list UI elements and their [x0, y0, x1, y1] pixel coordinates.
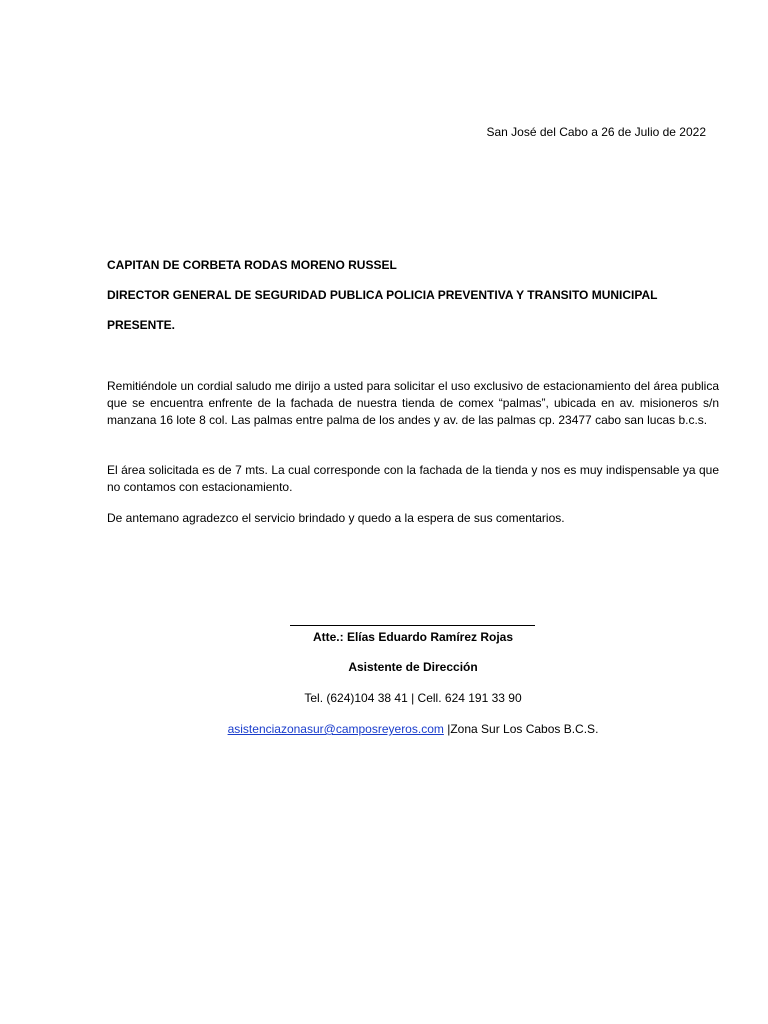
date-line: San José del Cabo a 26 de Julio de 2022	[486, 125, 706, 139]
email-link[interactable]: asistenciazonasur@camposreyeros.com	[227, 722, 444, 736]
salutation: PRESENTE.	[107, 318, 176, 332]
signature-line	[290, 625, 535, 626]
body-paragraph-closing: De antemano agradezco el servicio brindado y quedo a la espera de sus comentarios.	[107, 511, 565, 525]
body-paragraph-request: Remitiéndole un cordial saludo me dirijo a usted para solicitar el uso exclusivo de estacionamiento del área publica que se encuentra enfrente de la fachada de nuestra tienda de comex “palmas”, ubicada en av. misioneros s/n manzana 16 lote 8 col. Las palmas entre palma de los andes y av. de las palmas cp. 23477 cabo san lucas b.c.s.	[107, 379, 719, 427]
recipient-title: DIRECTOR GENERAL DE SEGURIDAD PUBLICA POLICIA PREVENTIVA Y TRANSITO MUNICIPAL	[107, 288, 658, 302]
zone-label: |Zona Sur Los Cabos B.C.S.	[443, 722, 599, 736]
signature-phones: Tel. (624)104 38 41 | Cell. 624 191 33 90	[304, 691, 522, 705]
signature-name: Atte.: Elías Eduardo Ramírez Rojas	[312, 630, 514, 644]
recipient-name: CAPITAN DE CORBETA RODAS MORENO RUSSEL	[107, 258, 397, 272]
body-paragraph-area: El área solicitada es de 7 mts. La cual corresponde con la fachada de la tienda y nos es muy indispensable ya que no contamos con estacionamiento.	[107, 463, 719, 494]
signature-contact	[0, 722, 768, 736]
signature-position: Asistente de Dirección	[348, 660, 478, 674]
